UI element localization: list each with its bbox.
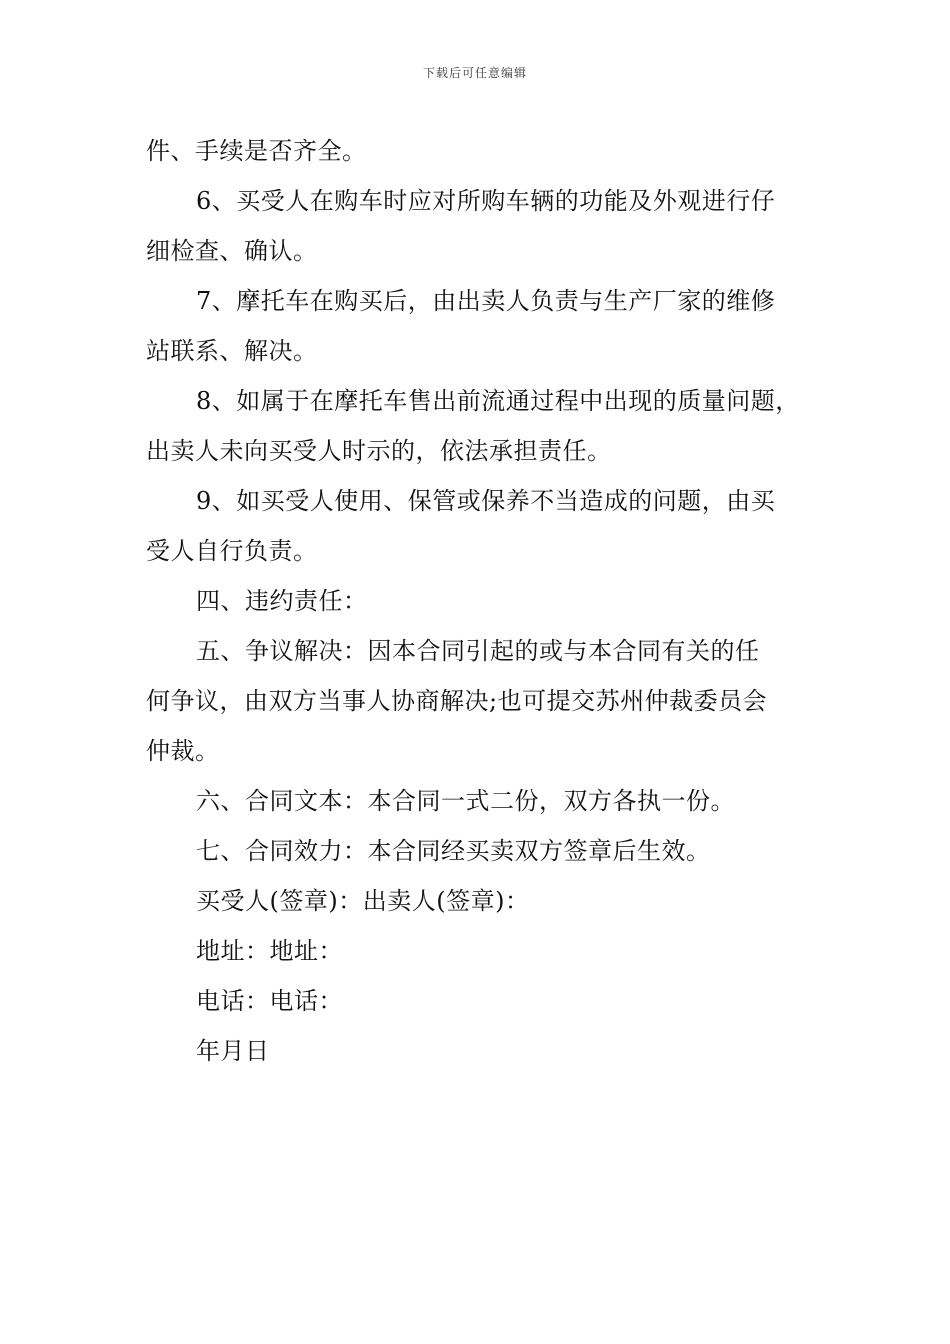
paragraph-line: 站联系、解决。	[146, 337, 318, 365]
page-header-note: 下载后可任意编辑	[422, 66, 527, 80]
paragraph-line: 何争议，由双方当事人协商解决;也可提交苏州仲裁委员会	[146, 687, 768, 715]
paragraph-line: 细检查、确认。	[146, 237, 318, 265]
paragraph-line: 仲裁。	[146, 737, 220, 765]
date-line: 年月日	[196, 1037, 270, 1065]
paragraph-line: 七、合同效力：本合同经买卖双方签章后生效。	[196, 837, 711, 865]
address-line: 地址：地址：	[196, 937, 343, 965]
paragraph-line: 受人自行负责。	[146, 537, 318, 565]
paragraph-line: 六、合同文本：本合同一式二份，双方各执一份。	[196, 787, 735, 815]
paragraph-line: 五、争议解决：因本合同引起的或与本合同有关的任	[196, 637, 760, 665]
paragraph-line: 9、如买受人使用、保管或保养不当造成的问题，由买	[196, 487, 776, 515]
paragraph-line: 6、买受人在购车时应对所购车辆的功能及外观进行仔	[196, 187, 776, 215]
document-body	[146, 126, 808, 1076]
signature-line: 买受人(签章)：出卖人(签章)：	[196, 887, 530, 915]
phone-line: 电话：电话：	[196, 987, 343, 1015]
paragraph-line: 8、如属于在摩托车售出前流通过程中出现的质量问题，	[196, 387, 800, 415]
paragraph-line: 出卖人未向买受人时示的，依法承担责任。	[146, 437, 612, 465]
paragraph-line: 件、手续是否齐全。	[146, 137, 367, 165]
section-heading-breach: 四、违约责任：	[196, 587, 368, 615]
paragraph-line: 7、摩托车在购买后，由出卖人负责与生产厂家的维修	[196, 287, 776, 315]
